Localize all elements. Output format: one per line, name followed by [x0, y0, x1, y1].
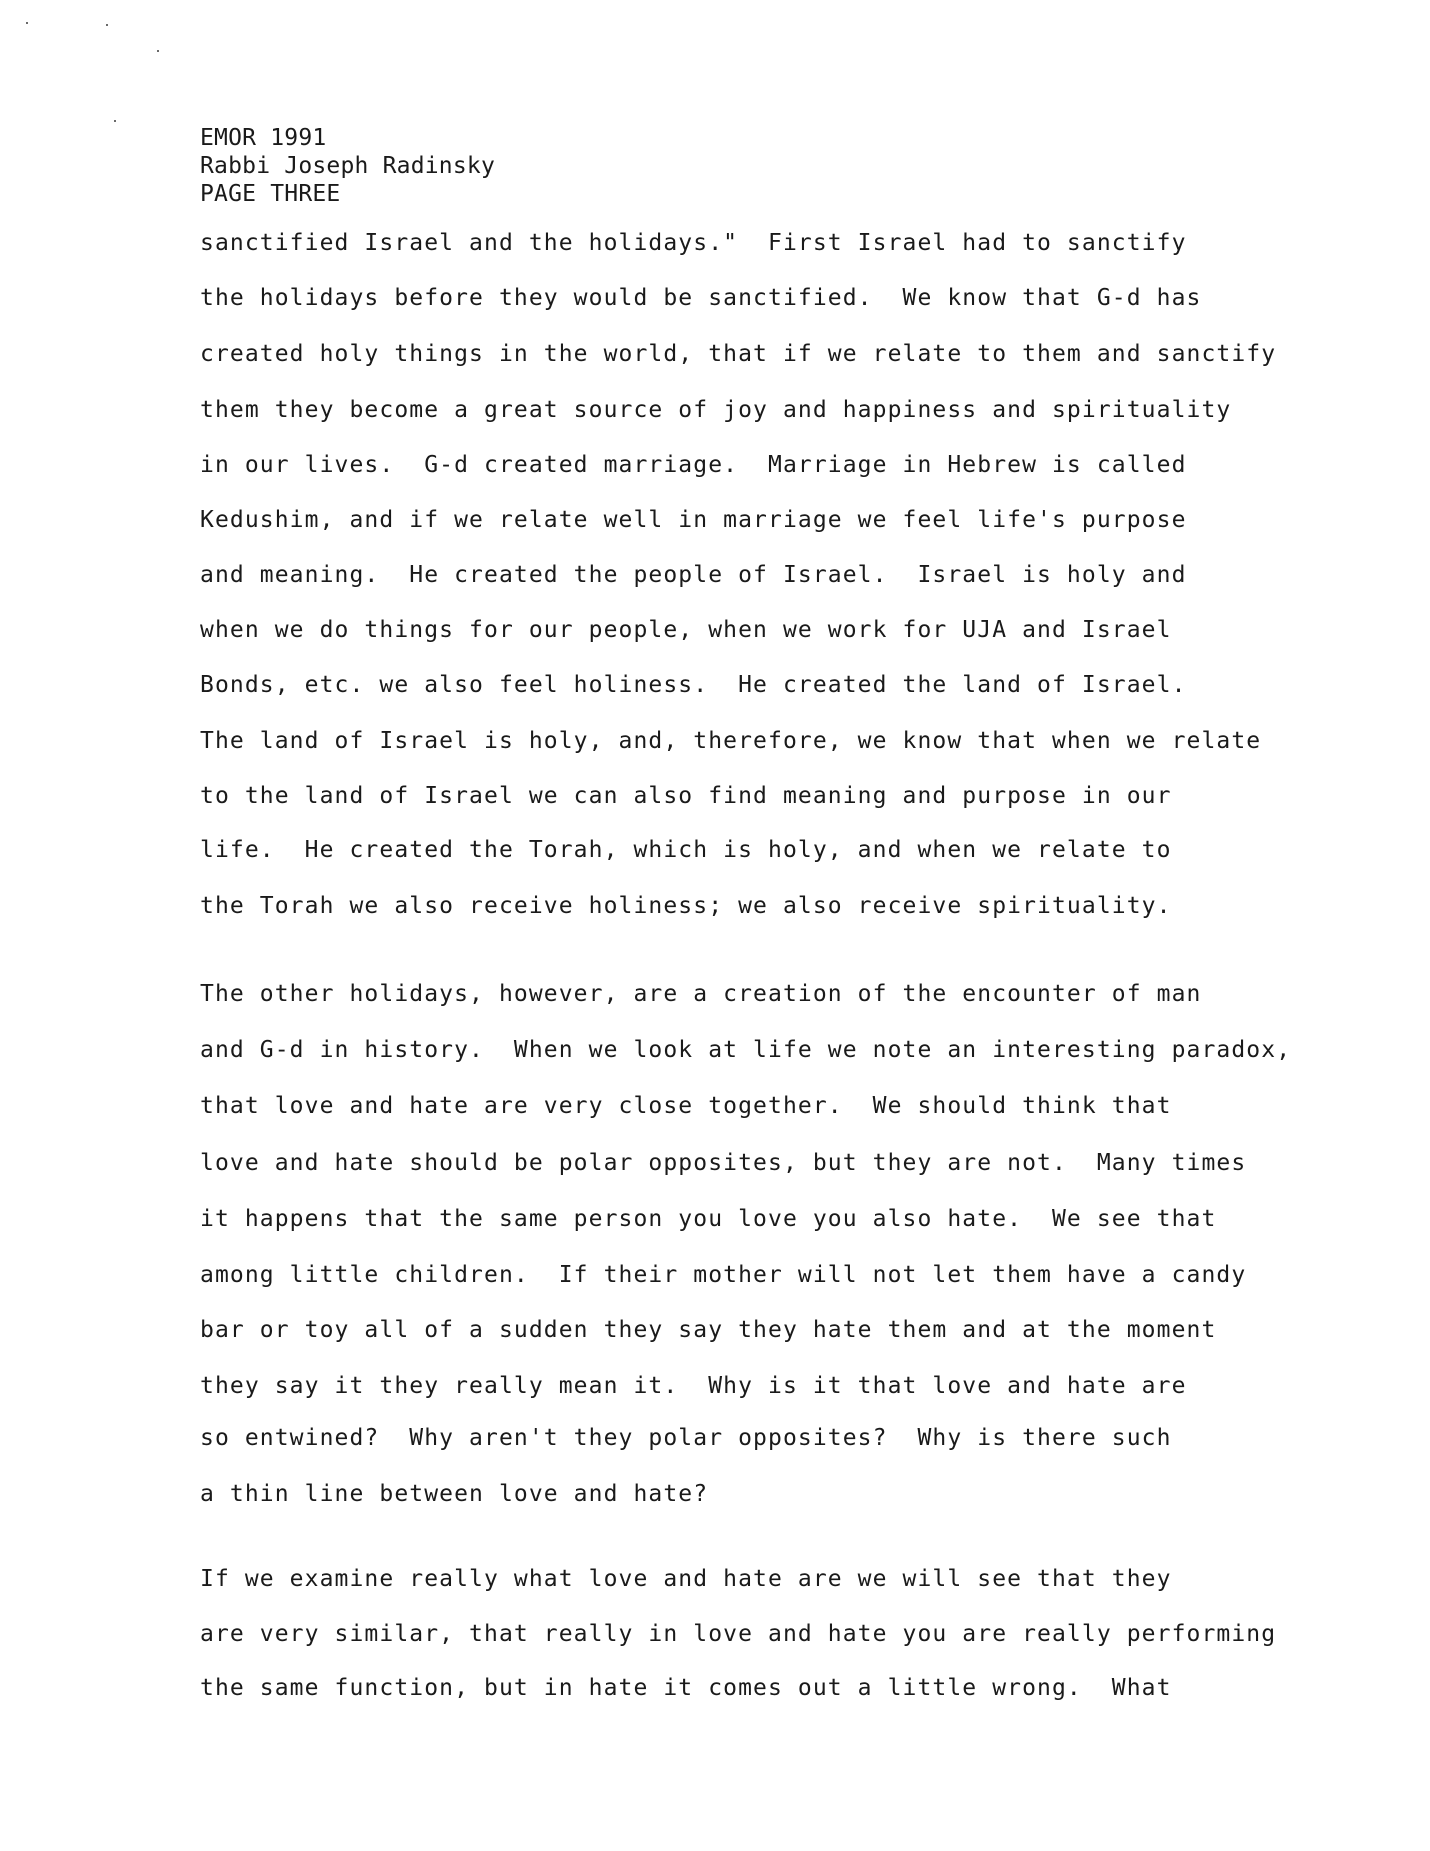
text-line: The other holidays, however, are a creation of the encounter of man [200, 981, 1202, 1007]
header-author: Rabbi Joseph Radinsky [200, 153, 495, 179]
text-line: sanctified Israel and the holidays." First Israel had to sanctify [200, 230, 1187, 256]
text-line: If we examine really what love and hate are we will see that they [200, 1566, 1172, 1592]
text-line: bar or toy all of a sudden they say they hate them and at the moment [200, 1317, 1217, 1343]
text-line: life. He created the Torah, which is holy, and when we relate to [200, 837, 1172, 863]
text-line: the Torah we also receive holiness; we also receive spirituality. [200, 893, 1172, 919]
text-line: in our lives. G-d created marriage. Marriage in Hebrew is called [200, 452, 1187, 478]
header-page-label: PAGE THREE [200, 181, 341, 207]
text-line: the same function, but in hate it comes out a little wrong. What [200, 1675, 1172, 1701]
scan-speck [26, 22, 28, 24]
header-title: EMOR 1991 [200, 125, 327, 151]
text-line: among little children. If their mother will not let them have a candy [200, 1262, 1247, 1288]
text-line: Bonds, etc. we also feel holiness. He created the land of Israel. [200, 672, 1187, 698]
text-line: a thin line between love and hate? [200, 1481, 709, 1507]
text-line: love and hate should be polar opposites, but they are not. Many times [200, 1150, 1247, 1176]
text-line: to the land of Israel we can also find meaning and purpose in our [200, 783, 1172, 809]
text-line: and meaning. He created the people of Israel. Israel is holy and [200, 562, 1187, 588]
document-header [200, 124, 495, 208]
text-line: when we do things for our people, when we work for UJA and Israel [200, 617, 1172, 643]
scan-speck [114, 120, 116, 122]
scan-speck [106, 24, 108, 26]
scan-speck [157, 50, 159, 52]
text-line: Kedushim, and if we relate well in marriage we feel life's purpose [200, 507, 1187, 533]
text-line: and G-d in history. When we look at life we note an interesting paradox, [200, 1037, 1292, 1063]
text-line: the holidays before they would be sanctified. We know that G-d has [200, 285, 1202, 311]
text-line: they say it they really mean it. Why is it that love and hate are [200, 1373, 1187, 1399]
text-line: it happens that the same person you love you also hate. We see that [200, 1206, 1217, 1232]
text-line: created holy things in the world, that if we relate to them and sanctify [200, 341, 1277, 367]
text-line: The land of Israel is holy, and, therefore, we know that when we relate [200, 728, 1262, 754]
text-line: are very similar, that really in love and hate you are really performing [200, 1621, 1277, 1647]
text-line: that love and hate are very close together. We should think that [200, 1093, 1172, 1119]
text-line: them they become a great source of joy and happiness and spirituality [200, 397, 1232, 423]
text-line: so entwined? Why aren't they polar opposites? Why is there such [200, 1425, 1172, 1451]
